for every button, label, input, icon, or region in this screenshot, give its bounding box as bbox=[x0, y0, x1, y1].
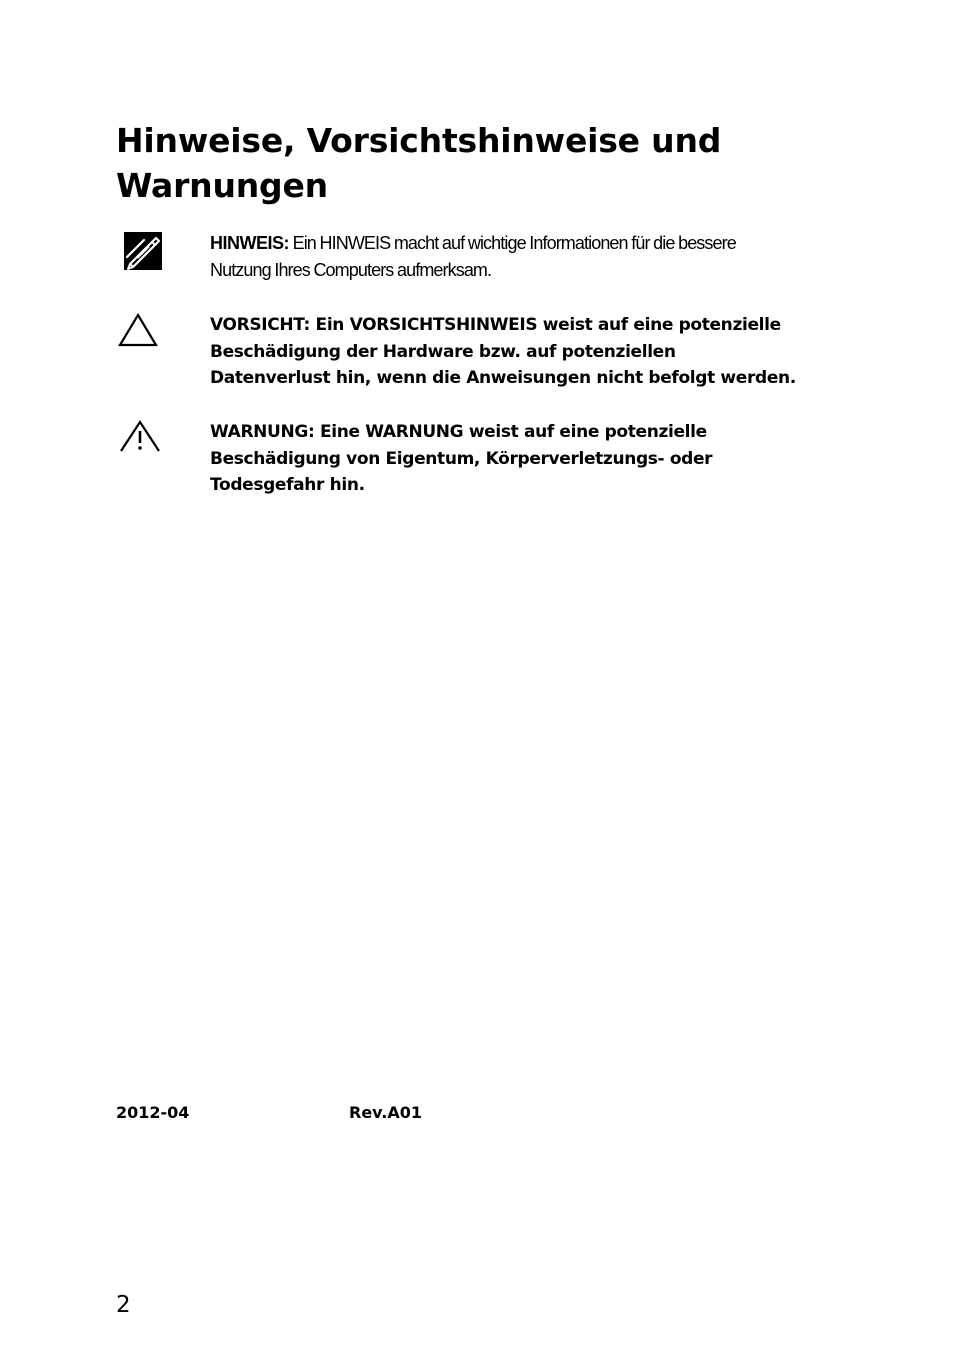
caution-triangle-icon bbox=[116, 312, 162, 354]
note-notice bbox=[116, 230, 816, 290]
revision-date: 2012-04 bbox=[116, 1103, 190, 1122]
revision-number: Rev.A01 bbox=[349, 1103, 423, 1122]
warning-triangle-icon bbox=[116, 419, 162, 461]
caution-text: VORSICHT: Ein VORSICHTSHINWEIS weist auf eine potenzielle Beschädigung der Hardware bzw. auf potenziellen Datenverlust hin, wenn die Anweisungen nicht befolgt werden. bbox=[210, 315, 796, 388]
pencil-note-icon bbox=[116, 230, 162, 272]
note-label: HINWEIS: bbox=[210, 233, 289, 253]
page-number: 2 bbox=[116, 1292, 131, 1318]
warning-text: WARNUNG: Eine WARNUNG weist auf eine potenzielle Beschädigung von Eigentum, Körperverletzungs- oder Todesgefahr hin. bbox=[210, 422, 713, 495]
caution-notice bbox=[116, 312, 816, 394]
page-title: Hinweise, Vorsichtshinweise und Warnungen bbox=[116, 121, 722, 205]
note-body: Ein HINWEIS macht auf wichtige Informationen für die bessere Nutzung Ihres Computers aufmerksam. bbox=[210, 233, 736, 280]
note-text bbox=[210, 230, 800, 283]
warning-notice bbox=[116, 419, 816, 501]
